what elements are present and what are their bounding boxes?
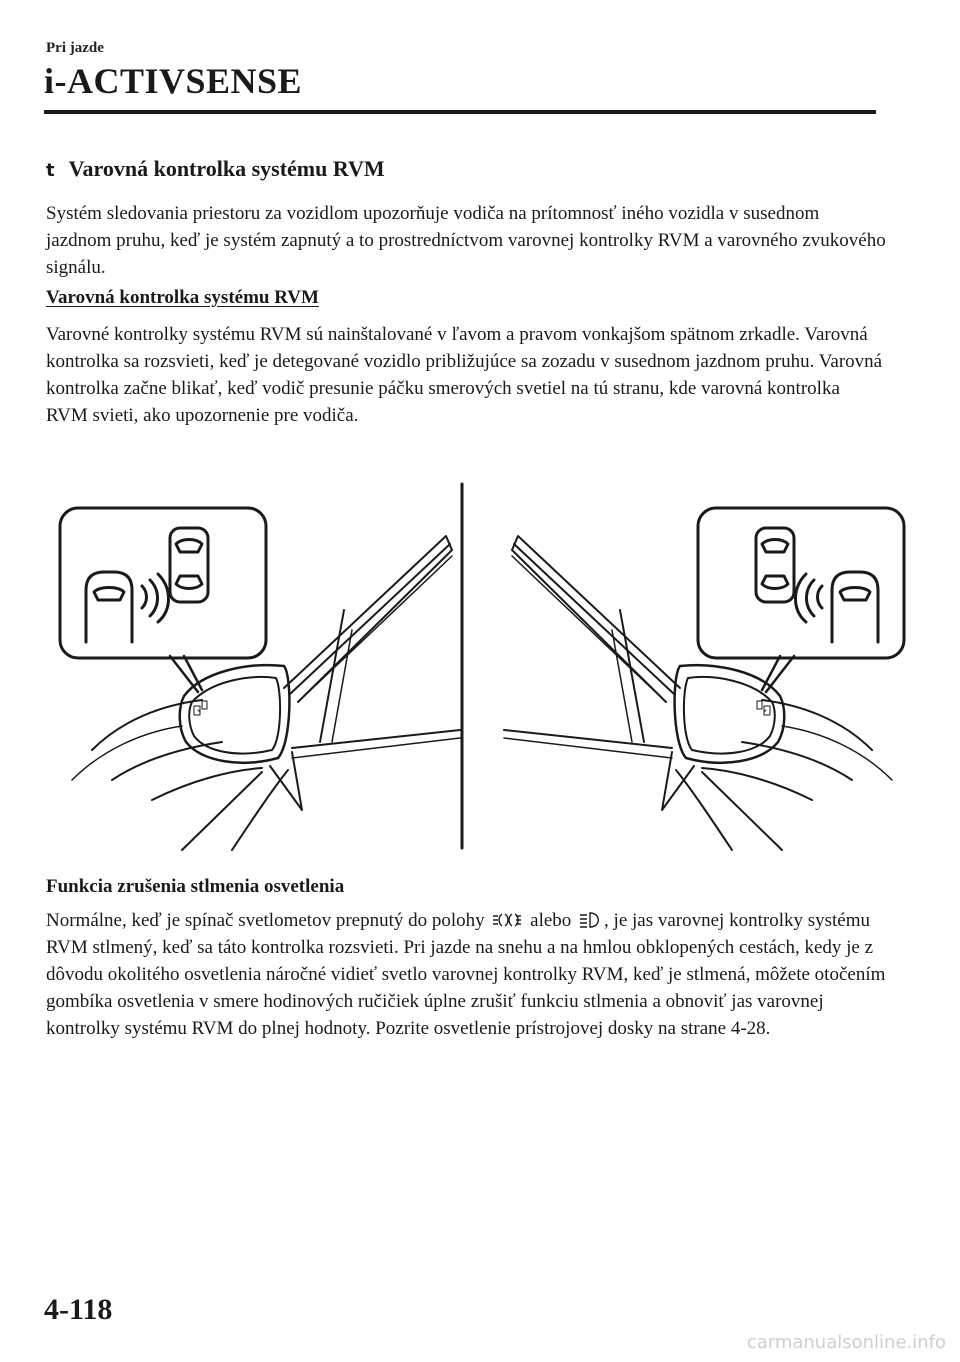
underlined-subheading: Varovná kontrolka systému RVM <box>46 287 319 308</box>
watermark: carmanualsonline.info <box>746 1332 946 1353</box>
intro-paragraph: Systém sledovania priestoru za vozidlom upozorňuje vodiča na prítomnosť iného vozidla v susednom jazdnom pruhu, keď je systém zapnutý a to prostredníctvom varovnej kontrolky RVM a varovného zvukového signálu. <box>46 203 886 278</box>
right-own-car-icon <box>832 572 878 642</box>
left-mirror-indicator-icon <box>194 701 207 715</box>
dimming-text-middle: alebo <box>525 910 577 931</box>
dimming-text-end: , je jas varovnej kontrolky systému RVM stlmený, keď sa táto kontrolka rozsvieti. Pri jazde na snehu a na hmlou obklopených cestách, kedy je z dôvodu okolitého osvetlenia náročné vidieť svetlo varovnej kontrolky RVM, keď je stlmená, môžete otočením gombíka osvetlenia v smere hodinových ručičiek úplne zrušiť funkciu stlmenia a obnoviť jas varovnej kontrolky systému RVM do plnej hodnoty. Pozrite osvetlenie prístrojovej dosky na strane 4-28. <box>46 910 886 1039</box>
bullet-icon: t <box>46 160 55 181</box>
right-approaching-car-icon <box>756 528 794 602</box>
dimming-paragraph <box>46 907 886 1042</box>
right-mirror-indicator-icon <box>757 701 770 715</box>
chapter-label: Pri jazde <box>46 40 104 56</box>
page-number: 4-118 <box>44 1293 113 1326</box>
left-callout-box <box>60 508 266 658</box>
title-divider <box>44 110 876 114</box>
right-warning-waves-icon <box>796 574 823 622</box>
left-mirror-view <box>60 508 460 850</box>
section-heading <box>46 156 385 182</box>
right-mirror-view <box>504 508 904 850</box>
parking-lights-icon <box>492 912 522 928</box>
section-title: i-ACTIVSENSE <box>44 61 303 101</box>
left-own-car-icon <box>86 572 132 642</box>
mirror-illustration <box>52 480 912 855</box>
rvm-description-paragraph: Varovné kontrolky systému RVM sú nainštalované v ľavom a pravom vonkajšom spätnom zrkadle. Varovná kontrolka sa rozsvieti, keď je detegované vozidlo približujúce sa zozadu v susednom jazdnom pruhu. Varovná kontrolka začne blikať, keď vodič presunie páčku smerových svetiel na tú stranu, kde varovná kontrolka RVM svieti, ako upozornenie pre vodiča. <box>46 324 883 426</box>
right-callout-box <box>698 508 904 658</box>
dimming-heading: Funkcia zrušenia stlmenia osvetlenia <box>46 876 345 897</box>
section-heading-text: Varovná kontrolka systému RVM <box>68 156 385 181</box>
left-approaching-car-icon <box>170 528 208 602</box>
dimming-text-start: Normálne, keď je spínač svetlometov prepnutý do polohy <box>46 910 490 931</box>
left-warning-waves-icon <box>142 574 169 622</box>
headlights-icon <box>579 912 601 928</box>
